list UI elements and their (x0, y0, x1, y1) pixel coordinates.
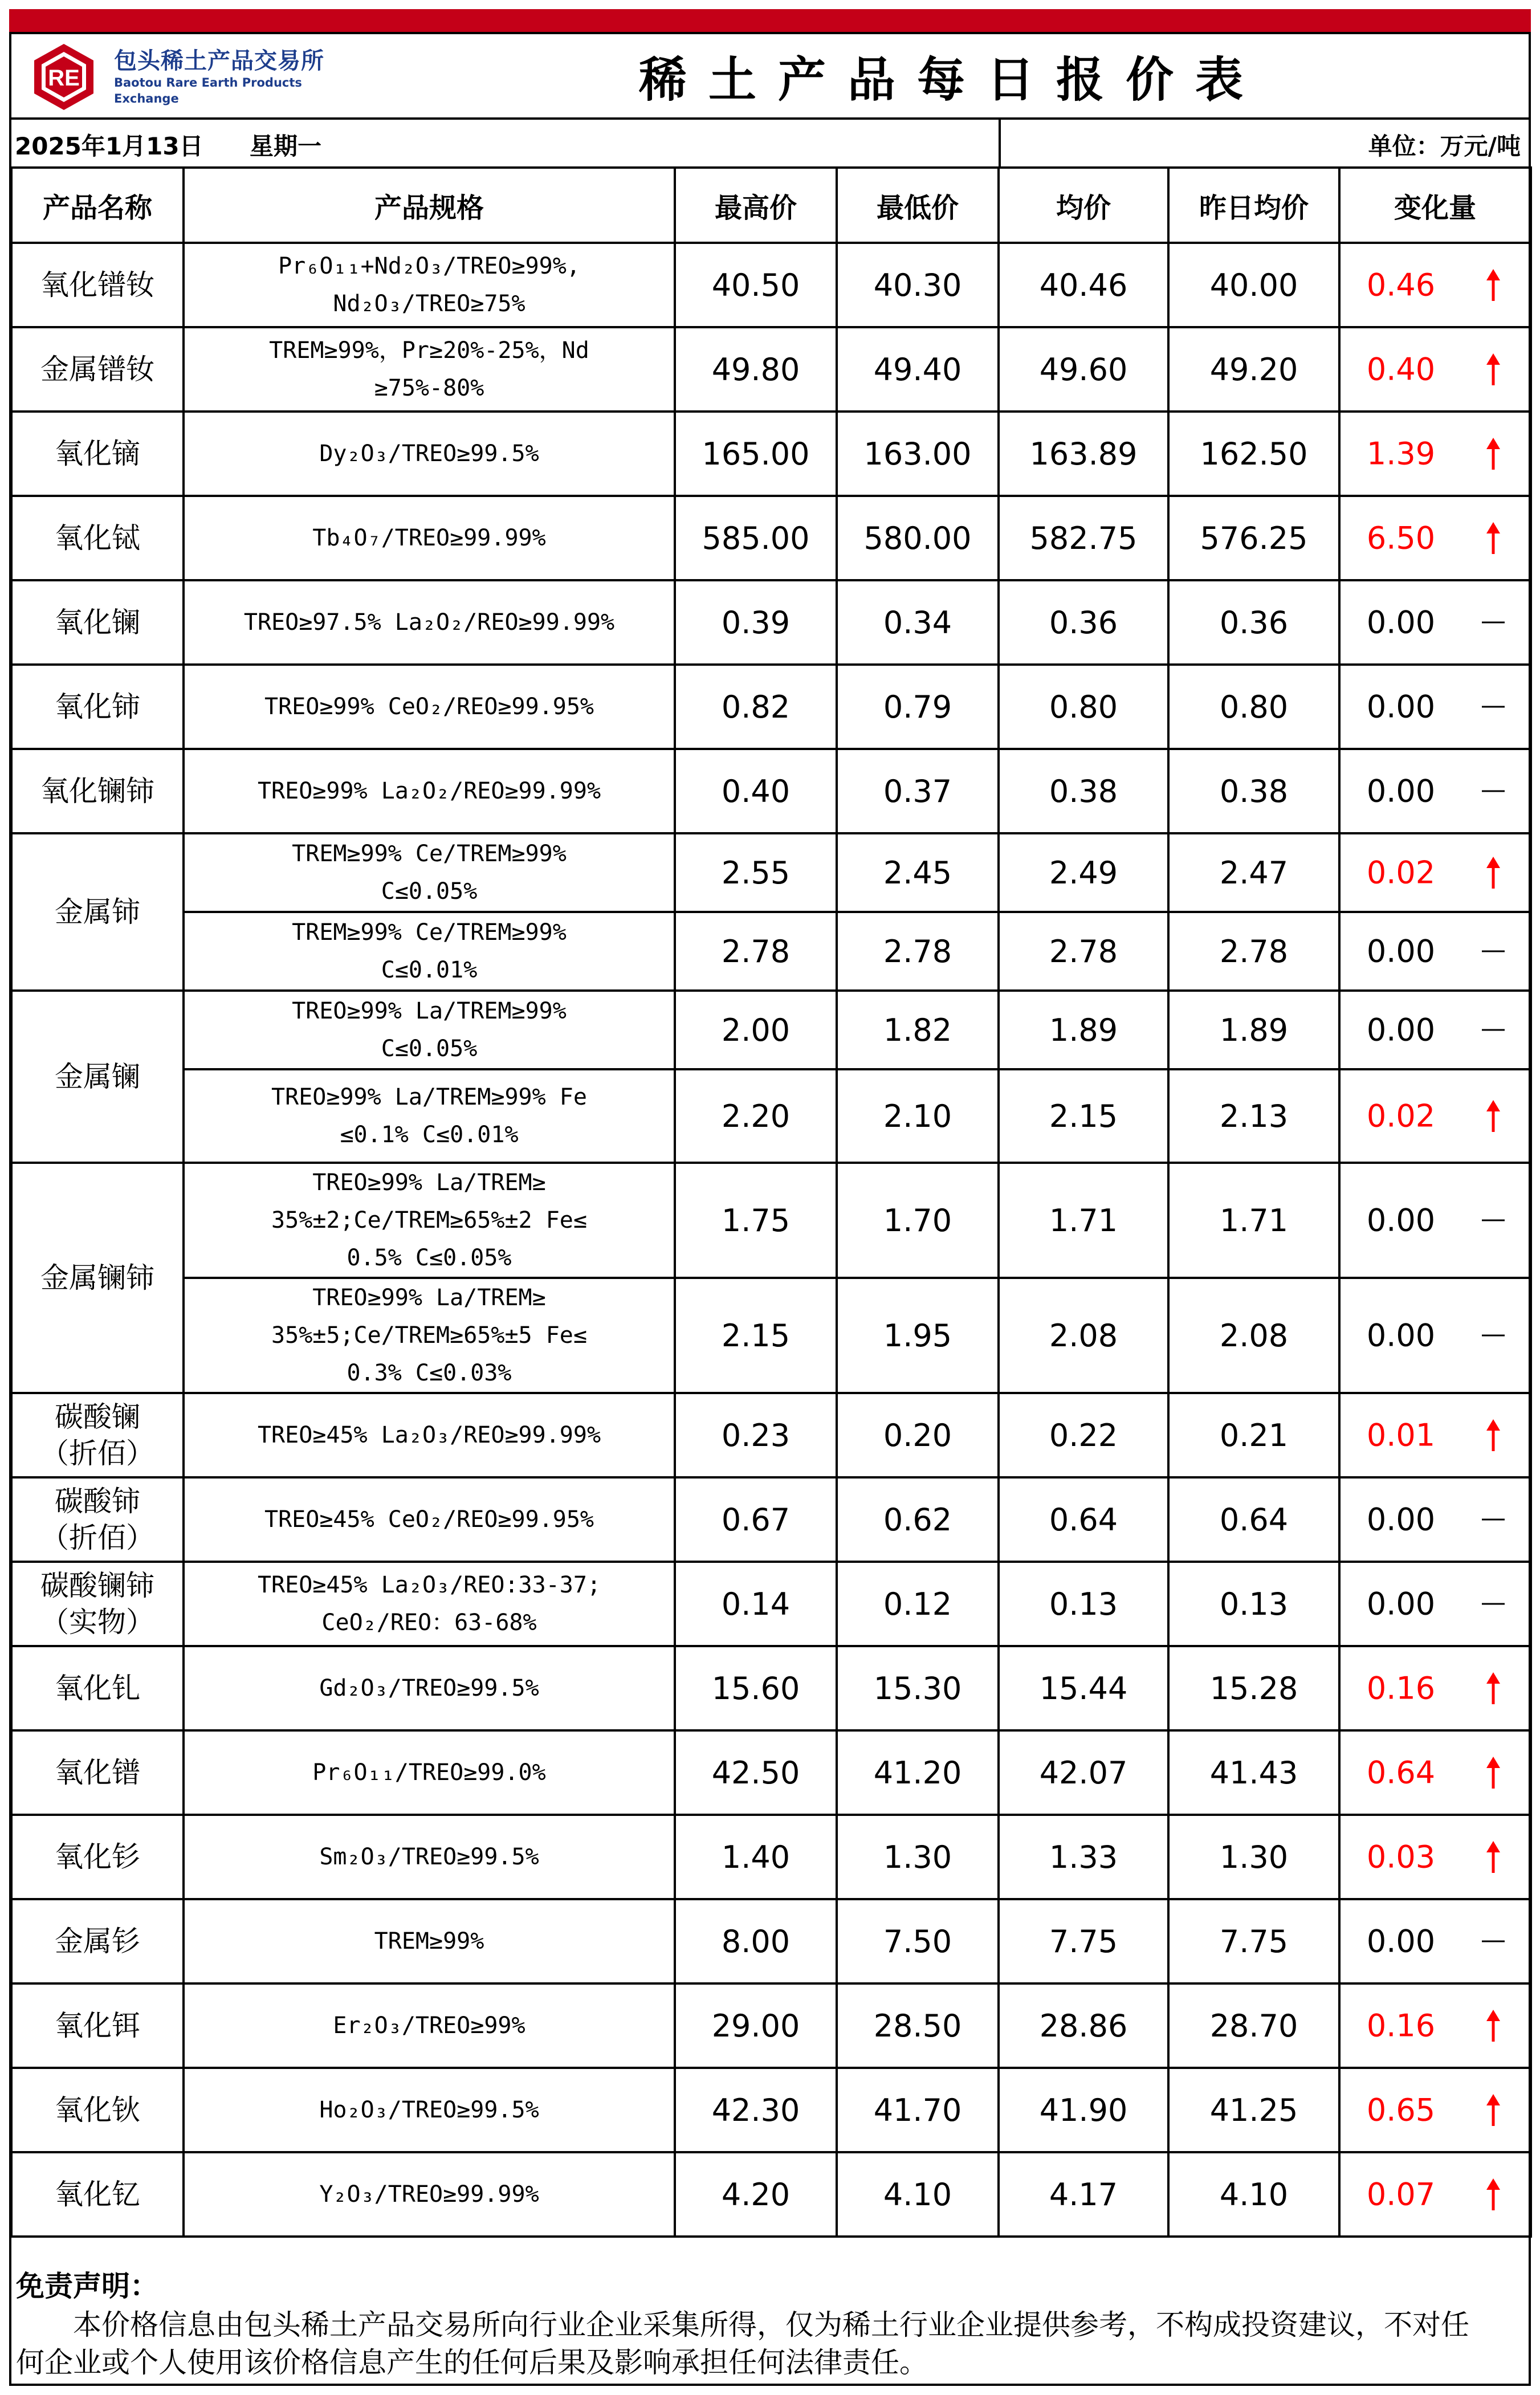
product-name: 氧化铈 (11, 665, 184, 749)
product-name: 氧化钬 (11, 2068, 184, 2152)
change-value: 0.02 (1366, 1098, 1436, 1134)
price-low: 0.62 (837, 1477, 999, 1562)
product-name: 氧化镨 (11, 1730, 184, 1815)
change-value: 1.39 (1366, 435, 1436, 472)
change-value: 0.00 (1366, 1586, 1436, 1622)
price-avg: 0.36 (999, 580, 1168, 665)
product-spec: TREO≥99% La/TREM≥ 35%±5;Ce/TREM≥65%±5 Fe≤ 0.3% C≤0.03% (184, 1278, 675, 1393)
change-value: 0.00 (1366, 1317, 1436, 1354)
price-low: 41.70 (837, 2068, 999, 2152)
product-name: 氧化钇 (11, 2152, 184, 2237)
price-low: 2.45 (837, 833, 999, 912)
product-spec: TREO≥97.5% La₂O₂/REO≥99.99% (184, 580, 675, 665)
change-value: 0.16 (1366, 1670, 1436, 1706)
price-low: 7.50 (837, 1899, 999, 1983)
table-row (11, 665, 1531, 749)
price-low: 40.30 (837, 243, 999, 327)
table-row (11, 2068, 1531, 2152)
table-row (11, 1477, 1531, 1562)
arrow-up-icon (1482, 856, 1505, 890)
price-high: 1.75 (675, 1163, 837, 1278)
price-change (1339, 1069, 1531, 1163)
product-spec: TREM≥99% (184, 1899, 675, 1983)
dash-icon (1482, 1502, 1505, 1537)
table-row (11, 580, 1531, 665)
col-header-change: 变化量 (1339, 168, 1531, 243)
disclaimer-title: 免责声明： (16, 2270, 158, 2303)
product-name: 金属铈 (11, 833, 184, 991)
price-high: 585.00 (675, 496, 837, 580)
price-low: 1.95 (837, 1278, 999, 1393)
product-spec: TREO≥99% La/TREM≥ 35%±2;Ce/TREM≥65%±2 Fe≤ 0.5% C≤0.05% (184, 1163, 675, 1278)
price-change (1339, 412, 1531, 496)
change-value: 0.01 (1366, 1417, 1436, 1453)
price-change (1339, 1815, 1531, 1899)
price-high: 1.40 (675, 1815, 837, 1899)
change-value: 0.46 (1366, 267, 1436, 303)
price-high: 0.39 (675, 580, 837, 665)
price-prev-avg: 2.08 (1168, 1278, 1339, 1393)
subheader-divider (999, 120, 1001, 166)
disclaimer-body: 本价格信息由包头稀土产品交易所向行业企业采集所得，仅为稀土行业企业提供参考，不构成投资建议，不对任何企业或个人使用该价格信息产生的任何后果及影响承担任何法律责任。 (16, 2308, 1469, 2379)
product-spec: TREM≥99% Ce/TREM≥99% C≤0.01% (184, 912, 675, 991)
price-change (1339, 749, 1531, 833)
product-spec: TREO≥45% CeO₂/REO≥99.95% (184, 1477, 675, 1562)
price-avg: 0.22 (999, 1393, 1168, 1477)
price-prev-avg: 1.71 (1168, 1163, 1339, 1278)
price-high: 2.78 (675, 912, 837, 991)
price-high: 2.15 (675, 1278, 837, 1393)
disclaimer (11, 2262, 1529, 2384)
dash-icon (1482, 1924, 1505, 1958)
product-name: 碳酸镧铈 （实物） (11, 1562, 184, 1646)
dash-icon (1482, 1013, 1505, 1047)
price-avg: 2.08 (999, 1278, 1168, 1393)
price-change (1339, 665, 1531, 749)
price-avg: 7.75 (999, 1899, 1168, 1983)
change-value: 0.00 (1366, 1501, 1436, 1538)
price-change (1339, 1477, 1531, 1562)
product-name: 金属镧 (11, 991, 184, 1163)
table-header-row (11, 168, 1531, 243)
price-avg: 0.64 (999, 1477, 1168, 1562)
price-avg: 28.86 (999, 1983, 1168, 2068)
price-high: 2.55 (675, 833, 837, 912)
table-row (11, 496, 1531, 580)
col-header-high: 最高价 (675, 168, 837, 243)
price-prev-avg: 0.38 (1168, 749, 1339, 833)
price-prev-avg: 0.80 (1168, 665, 1339, 749)
price-change (1339, 2068, 1531, 2152)
price-avg: 1.33 (999, 1815, 1168, 1899)
price-high: 0.23 (675, 1393, 837, 1477)
price-prev-avg: 2.47 (1168, 833, 1339, 912)
price-high: 42.50 (675, 1730, 837, 1815)
price-prev-avg: 162.50 (1168, 412, 1339, 496)
report-date: 2025年1月13日 (15, 132, 203, 160)
dash-icon (1482, 774, 1505, 808)
price-change (1339, 1393, 1531, 1477)
price-avg: 40.46 (999, 243, 1168, 327)
product-name: 金属镨钕 (11, 327, 184, 412)
price-avg: 4.17 (999, 2152, 1168, 2237)
price-avg: 1.89 (999, 991, 1168, 1069)
price-low: 41.20 (837, 1730, 999, 1815)
price-prev-avg: 0.36 (1168, 580, 1339, 665)
change-value: 0.65 (1366, 2092, 1436, 2128)
price-change (1339, 1730, 1531, 1815)
price-prev-avg: 1.89 (1168, 991, 1339, 1069)
change-value: 0.40 (1366, 351, 1436, 388)
product-name: 氧化铒 (11, 1983, 184, 2068)
price-high: 42.30 (675, 2068, 837, 2152)
change-value: 0.00 (1366, 689, 1436, 725)
price-change (1339, 991, 1531, 1069)
price-change (1339, 912, 1531, 991)
dash-icon (1482, 690, 1505, 724)
arrow-up-icon (1482, 437, 1505, 471)
table-row (11, 1163, 1531, 1278)
change-value: 0.00 (1366, 933, 1436, 970)
change-value: 0.64 (1366, 1754, 1436, 1791)
table-row (11, 1815, 1531, 1899)
arrow-up-icon (1482, 521, 1505, 555)
price-high: 2.20 (675, 1069, 837, 1163)
price-change (1339, 1646, 1531, 1730)
product-spec: TREO≥99% La₂O₂/REO≥99.99% (184, 749, 675, 833)
product-spec: Pr₆O₁₁/TREO≥99.0% (184, 1730, 675, 1815)
price-high: 0.14 (675, 1562, 837, 1646)
product-name: 氧化钆 (11, 1646, 184, 1730)
product-spec: TREO≥99% La/TREM≥99% C≤0.05% (184, 991, 675, 1069)
change-value: 6.50 (1366, 520, 1436, 556)
change-value: 0.07 (1366, 2176, 1436, 2213)
price-prev-avg: 41.43 (1168, 1730, 1339, 1815)
product-spec: Tb₄O₇/TREO≥99.99% (184, 496, 675, 580)
price-change (1339, 2152, 1531, 2237)
price-prev-avg: 2.13 (1168, 1069, 1339, 1163)
page-title: 稀土产品每日报价表 (638, 51, 1265, 108)
price-avg: 0.38 (999, 749, 1168, 833)
change-value: 0.00 (1366, 1202, 1436, 1239)
price-low: 580.00 (837, 496, 999, 580)
change-value: 0.00 (1366, 1012, 1436, 1048)
price-prev-avg: 7.75 (1168, 1899, 1339, 1983)
table-row (11, 1069, 1531, 1163)
dash-icon (1482, 605, 1505, 640)
product-name: 氧化镧铈 (11, 749, 184, 833)
arrow-up-icon (1482, 1755, 1505, 1790)
price-low: 28.50 (837, 1983, 999, 2068)
change-value: 0.03 (1366, 1839, 1436, 1875)
price-low: 1.82 (837, 991, 999, 1069)
price-avg: 0.13 (999, 1562, 1168, 1646)
price-low: 0.12 (837, 1562, 999, 1646)
change-value: 0.00 (1366, 1923, 1436, 1960)
price-low: 4.10 (837, 2152, 999, 2237)
price-avg: 0.80 (999, 665, 1168, 749)
price-prev-avg: 0.21 (1168, 1393, 1339, 1477)
product-spec: TREO≥99% CeO₂/REO≥99.95% (184, 665, 675, 749)
price-avg: 2.78 (999, 912, 1168, 991)
col-header-low: 最低价 (837, 168, 999, 243)
price-change (1339, 327, 1531, 412)
product-name: 碳酸镧 （折佰） (11, 1393, 184, 1477)
product-name: 氧化钐 (11, 1815, 184, 1899)
price-prev-avg: 0.13 (1168, 1562, 1339, 1646)
product-name: 金属钐 (11, 1899, 184, 1983)
price-prev-avg: 41.25 (1168, 2068, 1339, 2152)
price-high: 49.80 (675, 327, 837, 412)
price-table (10, 166, 1532, 2238)
price-prev-avg: 4.10 (1168, 2152, 1339, 2237)
arrow-up-icon (1482, 1671, 1505, 1705)
product-name: 金属镧铈 (11, 1163, 184, 1393)
price-low: 163.00 (837, 412, 999, 496)
price-low: 1.30 (837, 1815, 999, 1899)
table-row (11, 1393, 1531, 1477)
change-value: 0.16 (1366, 2007, 1436, 2044)
price-prev-avg: 576.25 (1168, 496, 1339, 580)
document-header (11, 34, 1529, 120)
change-value: 0.00 (1366, 604, 1436, 641)
price-low: 15.30 (837, 1646, 999, 1730)
col-header-spec: 产品规格 (184, 168, 675, 243)
price-high: 2.00 (675, 991, 837, 1069)
price-low: 49.40 (837, 327, 999, 412)
table-row (11, 412, 1531, 496)
price-high: 8.00 (675, 1899, 837, 1983)
price-low: 2.10 (837, 1069, 999, 1163)
product-spec: Y₂O₃/TREO≥99.99% (184, 2152, 675, 2237)
dash-icon (1482, 1203, 1505, 1237)
table-row (11, 1730, 1531, 1815)
arrow-up-icon (1482, 352, 1505, 386)
table-row (11, 1983, 1531, 2068)
price-change (1339, 580, 1531, 665)
price-change (1339, 833, 1531, 912)
table-row (11, 991, 1531, 1069)
price-avg: 163.89 (999, 412, 1168, 496)
product-spec: TREO≥99% La/TREM≥99% Fe ≤0.1% C≤0.01% (184, 1069, 675, 1163)
product-spec: TREM≥99% Ce/TREM≥99% C≤0.05% (184, 833, 675, 912)
price-low: 0.79 (837, 665, 999, 749)
table-row (11, 2152, 1531, 2237)
top-red-bar (9, 9, 1531, 32)
price-high: 0.67 (675, 1477, 837, 1562)
product-spec: Dy₂O₃/TREO≥99.5% (184, 412, 675, 496)
price-change (1339, 1899, 1531, 1983)
table-row (11, 833, 1531, 912)
price-prev-avg: 15.28 (1168, 1646, 1339, 1730)
change-value: 0.00 (1366, 773, 1436, 809)
price-low: 1.70 (837, 1163, 999, 1278)
product-name: 氧化镝 (11, 412, 184, 496)
product-spec: Er₂O₃/TREO≥99% (184, 1983, 675, 2068)
price-low: 0.34 (837, 580, 999, 665)
table-row (11, 1562, 1531, 1646)
product-spec: TREM≥99%，Pr≥20%-25%，Nd ≥75%-80% (184, 327, 675, 412)
arrow-up-icon (1482, 1418, 1505, 1452)
price-avg: 2.49 (999, 833, 1168, 912)
product-spec: TREO≥45% La₂O₃/REO≥99.99% (184, 1393, 675, 1477)
arrow-up-icon (1482, 1099, 1505, 1133)
table-row (11, 243, 1531, 327)
logo-english-name: Baotou Rare Earth Products Exchange (114, 76, 302, 105)
price-change (1339, 496, 1531, 580)
product-spec: Ho₂O₃/TREO≥99.5% (184, 2068, 675, 2152)
price-high: 15.60 (675, 1646, 837, 1730)
arrow-up-icon (1482, 2177, 1505, 2211)
product-spec: Gd₂O₃/TREO≥99.5% (184, 1646, 675, 1730)
arrow-up-icon (1482, 268, 1505, 302)
price-change (1339, 1562, 1531, 1646)
arrow-up-icon (1482, 2009, 1505, 2043)
price-high: 165.00 (675, 412, 837, 496)
price-avg: 2.15 (999, 1069, 1168, 1163)
price-avg: 15.44 (999, 1646, 1168, 1730)
logo-chinese-name: 包头稀土产品交易所 (114, 48, 324, 74)
table-row (11, 749, 1531, 833)
product-name: 氧化铽 (11, 496, 184, 580)
arrow-up-icon (1482, 2093, 1505, 2127)
price-change (1339, 1983, 1531, 2068)
arrow-up-icon (1482, 1840, 1505, 1874)
table-row (11, 327, 1531, 412)
product-spec: Pr₆O₁₁+Nd₂O₃/TREO≥99%, Nd₂O₃/TREO≥75% (184, 243, 675, 327)
price-avg: 1.71 (999, 1163, 1168, 1278)
product-spec: Sm₂O₃/TREO≥99.5% (184, 1815, 675, 1899)
product-name: 氧化镧 (11, 580, 184, 665)
logo-mark-text: RE (48, 66, 80, 91)
product-spec: TREO≥45% La₂O₃/REO:33-37; CeO₂/REO：63-68% (184, 1562, 675, 1646)
price-high: 40.50 (675, 243, 837, 327)
price-unit: 单位：万元/吨 (1368, 132, 1521, 160)
dash-icon (1482, 1318, 1505, 1353)
change-value: 0.02 (1366, 854, 1436, 891)
table-row (11, 1278, 1531, 1393)
table-row (11, 1646, 1531, 1730)
exchange-logo (28, 39, 348, 115)
price-prev-avg: 1.30 (1168, 1815, 1339, 1899)
dash-icon (1482, 934, 1505, 968)
price-low: 0.20 (837, 1393, 999, 1477)
col-header-avg: 均价 (999, 168, 1168, 243)
price-high: 29.00 (675, 1983, 837, 2068)
price-prev-avg: 40.00 (1168, 243, 1339, 327)
col-header-prev-avg: 昨日均价 (1168, 168, 1339, 243)
price-avg: 582.75 (999, 496, 1168, 580)
price-change (1339, 1163, 1531, 1278)
product-name: 碳酸铈 （折佰） (11, 1477, 184, 1562)
product-name: 氧化镨钕 (11, 243, 184, 327)
date-unit-row (11, 120, 1529, 166)
price-high: 0.40 (675, 749, 837, 833)
price-high: 4.20 (675, 2152, 837, 2237)
price-prev-avg: 2.78 (1168, 912, 1339, 991)
dash-icon (1482, 1587, 1505, 1621)
price-low: 0.37 (837, 749, 999, 833)
price-change (1339, 243, 1531, 327)
price-change (1339, 1278, 1531, 1393)
price-high: 0.82 (675, 665, 837, 749)
price-avg: 41.90 (999, 2068, 1168, 2152)
price-avg: 49.60 (999, 327, 1168, 412)
price-low: 2.78 (837, 912, 999, 991)
price-prev-avg: 0.64 (1168, 1477, 1339, 1562)
table-row (11, 1899, 1531, 1983)
exchange-logo-icon (28, 42, 99, 112)
price-prev-avg: 49.20 (1168, 327, 1339, 412)
price-avg: 42.07 (999, 1730, 1168, 1815)
price-prev-avg: 28.70 (1168, 1983, 1339, 2068)
table-row (11, 912, 1531, 991)
report-weekday: 星期一 (250, 132, 322, 160)
col-header-name: 产品名称 (11, 168, 184, 243)
